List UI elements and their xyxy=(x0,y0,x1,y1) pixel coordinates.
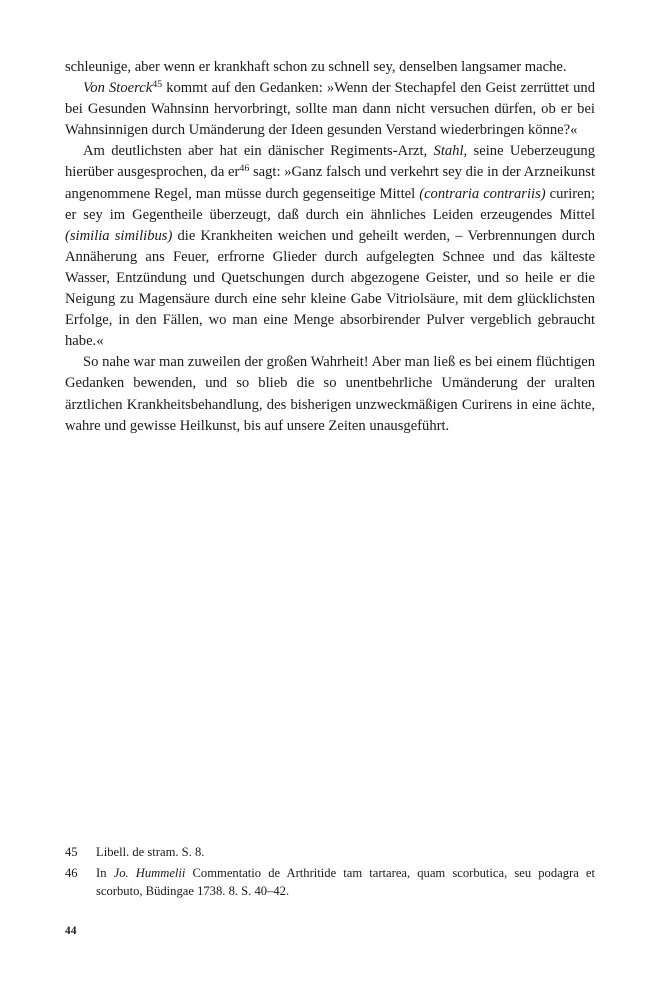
body-paragraph xyxy=(65,78,595,141)
italic-run: (similia similibus) xyxy=(65,227,173,244)
text-run: So nahe war man zuweilen der großen Wahrheit! Aber man ließ es bei einem flüchtigen Gedanken bewenden, und so blieb die so unentbehrliche Umänderung der uralten ärztlichen Krankheitsbehandlung, des bisherigen unzweckmäßigen Curirens in eine ächte, wahre und gewisse Heilkunst, bis auf unsere Zeiten unausgeführt. xyxy=(65,354,595,434)
text-run: Commentatio de Arthritide tam tartarea, quam scorbutica, seu podagra et scorbuto, Büdingae 1738. 8. S. 40–42. xyxy=(96,865,595,899)
footnote-marker[interactable]: 45 xyxy=(152,78,163,90)
text-run: Am deutlichsten aber hat ein dänischer Regiments-Arzt, xyxy=(83,143,434,160)
text-run: seine Ueberzeugung hierüber ausgesprochen, da er xyxy=(65,143,595,181)
text-run: sagt: »Ganz falsch und verkehrt sey die in der Arzneikunst angenommene Regel, man müsse durch gegenseitige Mittel xyxy=(65,164,595,202)
body-paragraph xyxy=(65,57,595,78)
italic-run: Stahl, xyxy=(433,143,468,160)
footnote-text xyxy=(96,845,204,859)
text-run: In xyxy=(96,865,114,880)
text-run: schleunige, aber wenn er krankhaft schon zu schnell sey, denselben langsamer mache. xyxy=(65,59,567,75)
italic-run: Von Stoerck xyxy=(83,80,153,97)
text-run: kommt auf den Gedanken: »Wenn der Stechapfel den Geist zerrüttet und bei Gesunden Wahnsinn hervorbringt, sollte man dann nicht versuchen dürfen, ob er bei Wahnsinnigen durch Umänderung der Ideen gesunden Verstand wiederbringen könne?« xyxy=(65,80,595,139)
footnotes-block xyxy=(65,843,595,903)
footnote-number[interactable]: 46 xyxy=(65,865,78,880)
text-run: Libell. de stram. S. 8. xyxy=(96,845,205,859)
footnote-entry xyxy=(65,864,595,901)
text-run: curiren; er sey im Gegentheile überzeugt, daß durch ein ähnliches Leiden erzeugendes Mittel xyxy=(65,185,595,223)
body-paragraph xyxy=(65,141,595,352)
italic-run: (contraria contrariis) xyxy=(419,185,546,202)
text-run: die Krankheiten weichen und geheilt werden, – Verbrennungen durch Annäherung ans Feuer, erfrorne Glieder durch aufgelegten Schnee und das kälteste Wasser, Entzündung und Quetschungen durch abgezogene Geister, und so heile er die Neigung zu Magensäure durch eine sehr kleine Gabe Vitriolsäure, mit dem glücklichsten Erfolge, in den Fällen, wo man eine Menge absorbirender Pulver vergeblich gebraucht habe.« xyxy=(65,227,595,350)
footnote-number[interactable]: 45 xyxy=(65,845,78,859)
footnote-marker[interactable]: 46 xyxy=(239,163,250,175)
footnote-entry xyxy=(65,843,595,862)
page-number: 44 xyxy=(65,925,77,937)
body-text-block xyxy=(65,57,595,437)
italic-run: Jo. Hummelii xyxy=(113,865,186,880)
body-paragraph xyxy=(65,352,595,436)
footnote-text xyxy=(96,866,595,899)
